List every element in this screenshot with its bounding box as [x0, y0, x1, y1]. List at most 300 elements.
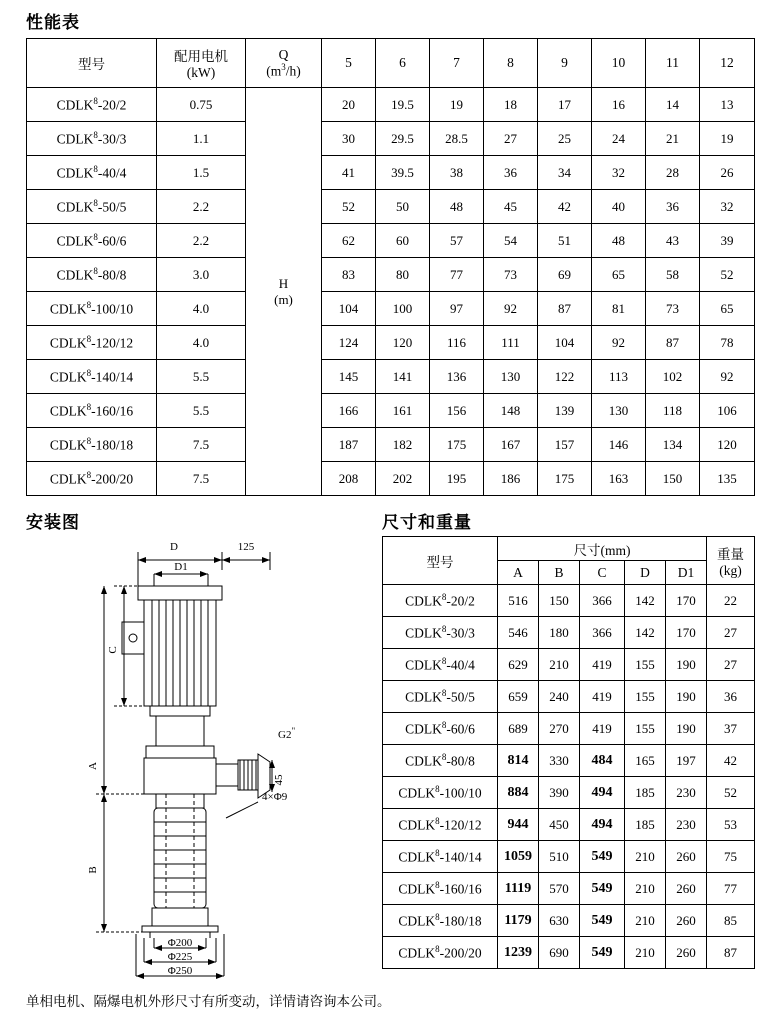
table-row: [383, 681, 755, 713]
cell-head-value: 19.5: [376, 88, 430, 122]
cell-dim-b: 630: [539, 905, 580, 937]
cell-model: [27, 88, 157, 122]
cell-head-value: 45: [484, 190, 538, 224]
table-row: [383, 585, 755, 617]
cell-head-value: 113: [592, 360, 646, 394]
cell-head-value: 26: [700, 156, 755, 190]
cell-dim-c: 366: [580, 585, 625, 617]
col-header-flow-11: 11: [646, 39, 700, 88]
installation-drawing: [26, 530, 371, 990]
cell-head-value: 92: [484, 292, 538, 326]
table-row: [383, 937, 755, 969]
cell-head-value: 77: [430, 258, 484, 292]
cell-head-value: 36: [646, 190, 700, 224]
cell-motor-power: 7.5: [157, 462, 246, 496]
cell-model: [383, 905, 498, 937]
cell-head-value: 124: [322, 326, 376, 360]
cell-head-value: 136: [430, 360, 484, 394]
model-prefix: CDLK: [398, 913, 436, 929]
cell-head-value: 73: [646, 292, 700, 326]
cell-head-value: 73: [484, 258, 538, 292]
cell-head-value: 118: [646, 394, 700, 428]
cell-motor-power: 0.75: [157, 88, 246, 122]
cell-weight: 87: [707, 937, 755, 969]
cell-dim-d: 155: [625, 649, 666, 681]
cell-dim-c: 366: [580, 617, 625, 649]
model-prefix: CDLK: [49, 403, 87, 419]
cell-head-value: 42: [538, 190, 592, 224]
cell-dim-a: 689: [498, 713, 539, 745]
cell-head-value: 43: [646, 224, 700, 258]
model-suffix: -40/4: [446, 657, 475, 673]
table-row: [383, 809, 755, 841]
table-row: [27, 292, 755, 326]
model-sup: 8: [441, 751, 447, 762]
cell-head-value: 130: [592, 394, 646, 428]
label-d1: D1: [174, 561, 188, 573]
cell-head-value: 21: [646, 122, 700, 156]
cell-dim-a: 1059: [498, 841, 539, 873]
cell-head-value: 167: [484, 428, 538, 462]
cell-model: [27, 326, 157, 360]
cell-head-value: 80: [376, 258, 430, 292]
cell-dim-c: 484: [580, 745, 625, 777]
cell-head-value: 104: [538, 326, 592, 360]
cell-dim-b: 330: [539, 745, 580, 777]
cell-head-value: 202: [376, 462, 430, 496]
cell-head-value: 104: [322, 292, 376, 326]
model-sup: 8: [93, 163, 98, 174]
dim-col-header-b: B: [539, 561, 580, 585]
cell-head-value: 39.5: [376, 156, 430, 190]
model-suffix: -160/16: [91, 403, 134, 419]
cell-dim-a: 516: [498, 585, 539, 617]
cell-head-value: 17: [538, 88, 592, 122]
performance-table: [26, 38, 755, 496]
model-sup: 8: [86, 469, 92, 480]
cell-head-value: 87: [538, 292, 592, 326]
footnote-text: 单相电机、隔爆电机外形尺寸有所变动，详情请咨询本公司。: [26, 994, 391, 1009]
dimension-table: [382, 536, 755, 969]
cell-head-value: 13: [700, 88, 755, 122]
cell-head-value: 28.5: [430, 122, 484, 156]
model-suffix: -120/12: [91, 335, 134, 351]
q-unit-exponent: 3: [281, 62, 286, 73]
label-holes: 4×Φ9: [262, 791, 288, 803]
table-row: [27, 326, 755, 360]
cell-head-value: 111: [484, 326, 538, 360]
table-row: [27, 88, 755, 122]
cell-dim-a: 884: [498, 777, 539, 809]
table-row: [383, 873, 755, 905]
table-row: [27, 360, 755, 394]
cell-head-value: 150: [646, 462, 700, 496]
model-sup: 8: [86, 299, 92, 310]
cell-head-value: 157: [538, 428, 592, 462]
model-sup: 8: [441, 687, 447, 698]
cell-weight: 52: [707, 777, 755, 809]
cell-dim-c: 494: [580, 777, 625, 809]
cell-model: [383, 649, 498, 681]
cell-head-value: 16: [592, 88, 646, 122]
model-suffix: -20/2: [97, 97, 127, 113]
model-suffix: -140/14: [439, 849, 482, 865]
model-prefix: CDLK: [56, 199, 94, 215]
cell-dim-a: 944: [498, 809, 539, 841]
model-prefix: CDLK: [56, 267, 94, 283]
cell-dim-d1: 230: [666, 809, 707, 841]
cell-head-value: 134: [646, 428, 700, 462]
label-g2: G2": [278, 726, 296, 741]
cell-dim-c: 549: [580, 905, 625, 937]
cell-head-value: 27: [484, 122, 538, 156]
cell-dim-c: 549: [580, 937, 625, 969]
table-row: [383, 649, 755, 681]
cell-weight: 53: [707, 809, 755, 841]
col-header-flow: [246, 39, 322, 88]
table-row: [27, 156, 755, 190]
col-header-flow-6: 6: [376, 39, 430, 88]
cell-head-value: 208: [322, 462, 376, 496]
cell-head-value: 32: [700, 190, 755, 224]
cell-head-value: 97: [430, 292, 484, 326]
cell-motor-power: 2.2: [157, 224, 246, 258]
cell-head-value: 106: [700, 394, 755, 428]
cell-model: [383, 873, 498, 905]
col-header-model: 型号: [27, 39, 157, 88]
h-symbol: H: [278, 275, 289, 291]
cell-head-value: 148: [484, 394, 538, 428]
cell-dim-d1: 260: [666, 937, 707, 969]
model-suffix: -30/3: [446, 625, 475, 641]
label-125: 125: [237, 541, 255, 553]
cell-model: [383, 681, 498, 713]
cell-head-value: 24: [592, 122, 646, 156]
q-unit: [246, 62, 321, 79]
cell-head-value: 29.5: [376, 122, 430, 156]
model-prefix: CDLK: [405, 753, 442, 769]
cell-dim-d1: 170: [666, 617, 707, 649]
cell-weight: 75: [707, 841, 755, 873]
label-phi250: Φ250: [167, 965, 193, 977]
table-row: [383, 841, 755, 873]
cell-head-value: 92: [592, 326, 646, 360]
model-suffix: -60/6: [446, 721, 475, 737]
cell-dim-a: 1119: [498, 873, 539, 905]
cell-dim-c: 419: [580, 713, 625, 745]
cell-dim-d: 142: [625, 617, 666, 649]
model-sup: 8: [435, 847, 440, 858]
cell-model: [383, 809, 498, 841]
cell-head-value: 60: [376, 224, 430, 258]
cell-head-value: 182: [376, 428, 430, 462]
cell-dim-d1: 260: [666, 873, 707, 905]
model-sup: 8: [86, 435, 92, 446]
cell-head-value: 51: [538, 224, 592, 258]
model-sup: 8: [435, 879, 440, 890]
cell-model: [27, 156, 157, 190]
cell-dim-b: 150: [539, 585, 580, 617]
cell-dim-d: 185: [625, 777, 666, 809]
cell-weight: 42: [707, 745, 755, 777]
cell-model: [27, 122, 157, 156]
model-prefix: CDLK: [398, 881, 436, 897]
cell-head-value: 120: [700, 428, 755, 462]
cell-dim-d: 210: [625, 873, 666, 905]
col-header-flow-7: 7: [430, 39, 484, 88]
cell-head-value: 195: [430, 462, 484, 496]
cell-head-value: 54: [484, 224, 538, 258]
cell-head-value: 102: [646, 360, 700, 394]
dim-col-header-a: A: [498, 561, 539, 585]
cell-model: [383, 777, 498, 809]
cell-motor-power: 4.0: [157, 326, 246, 360]
label-d: D: [170, 541, 178, 553]
cell-head-value: 78: [700, 326, 755, 360]
model-prefix: CDLK: [405, 657, 442, 673]
table-header-row-top: [383, 537, 755, 561]
cell-head-value: 19: [430, 88, 484, 122]
cell-dim-a: 814: [498, 745, 539, 777]
cell-head-value: 19: [700, 122, 755, 156]
model-suffix: -200/20: [439, 945, 482, 961]
col-header-flow-9: 9: [538, 39, 592, 88]
model-suffix: -100/10: [439, 785, 482, 801]
col-header-flow-8: 8: [484, 39, 538, 88]
cell-weight: 27: [707, 617, 755, 649]
cell-head-value: 92: [700, 360, 755, 394]
cell-head-value: 52: [322, 190, 376, 224]
cell-model: [383, 713, 498, 745]
cell-model: [27, 394, 157, 428]
cell-dim-c: 419: [580, 681, 625, 713]
cell-dim-d1: 260: [666, 841, 707, 873]
model-prefix: CDLK: [398, 849, 436, 865]
cell-head-value: 175: [538, 462, 592, 496]
cell-head-value: 40: [592, 190, 646, 224]
model-prefix: CDLK: [405, 721, 442, 737]
cell-head-value: 52: [700, 258, 755, 292]
dimension-section-title: 尺寸和重量: [382, 513, 472, 532]
performance-section-title: 性能表: [26, 13, 80, 32]
cell-weight: 22: [707, 585, 755, 617]
h-unit: (m): [274, 291, 293, 307]
cell-head-value: 38: [430, 156, 484, 190]
cell-dim-b: 240: [539, 681, 580, 713]
table-row: [383, 777, 755, 809]
table-row: [383, 905, 755, 937]
label-b: B: [87, 866, 99, 874]
cell-dim-d1: 230: [666, 777, 707, 809]
cell-dim-d: 155: [625, 713, 666, 745]
cell-head-value: 139: [538, 394, 592, 428]
model-prefix: CDLK: [405, 689, 442, 705]
table-row: [383, 745, 755, 777]
cell-head-value: 141: [376, 360, 430, 394]
table-row: [27, 122, 755, 156]
cell-dim-b: 390: [539, 777, 580, 809]
cell-dim-b: 180: [539, 617, 580, 649]
cell-dim-d1: 190: [666, 713, 707, 745]
model-sup: 8: [435, 911, 440, 922]
cell-dim-b: 270: [539, 713, 580, 745]
cell-head-value: 57: [430, 224, 484, 258]
cell-head-value: 14: [646, 88, 700, 122]
cell-head-value: 116: [430, 326, 484, 360]
model-suffix: -160/16: [439, 881, 482, 897]
model-sup: 8: [441, 719, 447, 730]
q-symbol: Q: [278, 46, 289, 62]
model-suffix: -60/6: [97, 233, 127, 249]
cell-weight: 77: [707, 873, 755, 905]
label-a: A: [87, 762, 99, 770]
cell-head-value: 58: [646, 258, 700, 292]
model-prefix: CDLK: [56, 97, 94, 113]
cell-dim-d1: 190: [666, 649, 707, 681]
cell-head-value: 39: [700, 224, 755, 258]
cell-dim-d: 142: [625, 585, 666, 617]
model-sup: 8: [93, 95, 98, 106]
model-sup: 8: [435, 783, 440, 794]
dim-col-header-model: 型号: [383, 537, 498, 585]
dim-col-header-d: D: [625, 561, 666, 585]
model-suffix: -200/20: [91, 471, 134, 487]
cell-weight: 37: [707, 713, 755, 745]
cell-model: [383, 841, 498, 873]
cell-head-value: 41: [322, 156, 376, 190]
cell-head-value: 87: [646, 326, 700, 360]
cell-model: [27, 258, 157, 292]
cell-head-value: 145: [322, 360, 376, 394]
model-prefix: CDLK: [56, 131, 94, 147]
model-suffix: -50/5: [446, 689, 475, 705]
cell-dim-a: 1239: [498, 937, 539, 969]
model-suffix: -20/2: [446, 593, 475, 609]
cell-head-value: 69: [538, 258, 592, 292]
cell-head-label: [246, 88, 322, 496]
table-row: [27, 258, 755, 292]
table-row: [27, 224, 755, 258]
model-suffix: -80/8: [446, 753, 475, 769]
cell-motor-power: 7.5: [157, 428, 246, 462]
cell-model: [383, 617, 498, 649]
model-prefix: CDLK: [49, 301, 87, 317]
model-suffix: -180/18: [91, 437, 134, 453]
cell-head-value: 146: [592, 428, 646, 462]
col-header-motor: [157, 39, 246, 88]
dim-col-header-weight: 重量(kg): [707, 537, 755, 585]
model-sup: 8: [93, 197, 98, 208]
cell-head-value: 175: [430, 428, 484, 462]
model-suffix: -80/8: [97, 267, 127, 283]
cell-dim-d: 210: [625, 905, 666, 937]
model-prefix: CDLK: [49, 437, 87, 453]
cell-dim-d1: 197: [666, 745, 707, 777]
cell-motor-power: 1.5: [157, 156, 246, 190]
model-prefix: CDLK: [49, 335, 87, 351]
cell-dim-d: 155: [625, 681, 666, 713]
dim-col-header-d1: D1: [666, 561, 707, 585]
cell-dim-d: 165: [625, 745, 666, 777]
cell-weight: 27: [707, 649, 755, 681]
table-row: [383, 713, 755, 745]
model-sup: 8: [86, 333, 92, 344]
model-prefix: CDLK: [56, 165, 94, 181]
cell-dim-a: 1179: [498, 905, 539, 937]
cell-dim-c: 494: [580, 809, 625, 841]
model-prefix: CDLK: [398, 945, 436, 961]
cell-head-value: 20: [322, 88, 376, 122]
cell-head-value: 161: [376, 394, 430, 428]
model-suffix: -100/10: [91, 301, 134, 317]
motor-label: 配用电机: [174, 49, 228, 64]
cell-head-value: 65: [700, 292, 755, 326]
cell-dim-c: 419: [580, 649, 625, 681]
cell-head-value: 156: [430, 394, 484, 428]
table-header-row: [27, 39, 755, 88]
dim-col-header-c: C: [580, 561, 625, 585]
cell-motor-power: 4.0: [157, 292, 246, 326]
cell-dim-c: 549: [580, 873, 625, 905]
cell-dim-d: 210: [625, 841, 666, 873]
cell-head-value: 120: [376, 326, 430, 360]
cell-dim-d1: 190: [666, 681, 707, 713]
table-row: [27, 462, 755, 496]
model-sup: 8: [93, 129, 98, 140]
motor-unit: (kW): [186, 65, 216, 80]
cell-head-value: 81: [592, 292, 646, 326]
cell-head-value: 50: [376, 190, 430, 224]
model-sup: 8: [441, 655, 447, 666]
cell-dim-b: 210: [539, 649, 580, 681]
cell-head-value: 34: [538, 156, 592, 190]
cell-head-value: 187: [322, 428, 376, 462]
cell-model: [27, 462, 157, 496]
cell-model: [27, 360, 157, 394]
model-suffix: -50/5: [97, 199, 127, 215]
model-suffix: -40/4: [97, 165, 127, 181]
label-45: 45: [273, 774, 285, 786]
cell-head-value: 100: [376, 292, 430, 326]
cell-head-value: 48: [430, 190, 484, 224]
cell-model: [27, 224, 157, 258]
table-row: [27, 190, 755, 224]
cell-weight: 85: [707, 905, 755, 937]
model-suffix: -120/12: [439, 817, 482, 833]
model-prefix: CDLK: [405, 593, 442, 609]
cell-head-value: 18: [484, 88, 538, 122]
cell-dim-d1: 170: [666, 585, 707, 617]
cell-dim-b: 690: [539, 937, 580, 969]
cell-dim-b: 570: [539, 873, 580, 905]
cell-model: [27, 428, 157, 462]
label-phi225: Φ225: [167, 951, 193, 963]
installation-section-title: 安装图: [26, 513, 80, 532]
cell-head-value: 30: [322, 122, 376, 156]
cell-head-value: 122: [538, 360, 592, 394]
cell-motor-power: 5.5: [157, 394, 246, 428]
cell-model: [383, 585, 498, 617]
model-prefix: CDLK: [56, 233, 94, 249]
model-sup: 8: [435, 943, 440, 954]
cell-dim-d: 185: [625, 809, 666, 841]
model-sup: 8: [435, 815, 440, 826]
model-prefix: CDLK: [49, 369, 87, 385]
model-sup: 8: [441, 591, 447, 602]
cell-head-value: 186: [484, 462, 538, 496]
cell-head-value: 32: [592, 156, 646, 190]
dim-col-header-size-group: 尺寸(mm): [498, 537, 707, 561]
